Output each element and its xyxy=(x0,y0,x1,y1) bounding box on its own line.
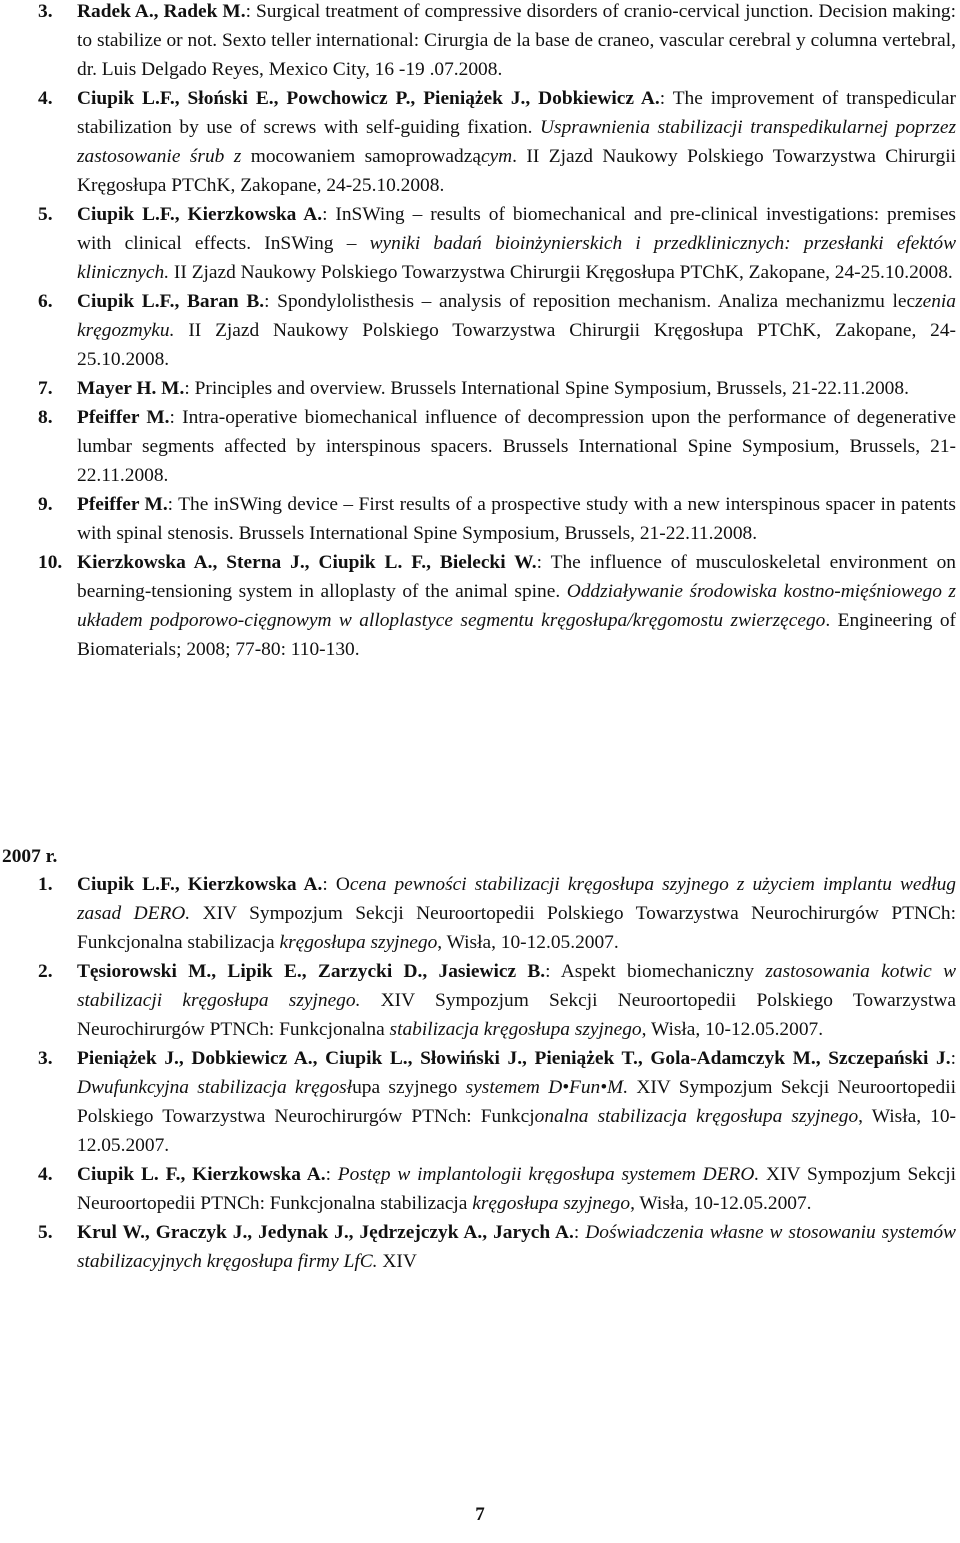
reference-separator: : xyxy=(245,1,256,22)
reference-number: 6. xyxy=(38,291,53,312)
reference-separator: : xyxy=(169,407,183,428)
reference-authors: Pieniążek J., Dobkiewicz A., Ciupik L., Słowiński J., Pieniążek T., Gola-Adamczyk M., Szczepański J. xyxy=(77,1048,951,1069)
reference-separator: : xyxy=(322,204,336,225)
reference-title-italic: kręgosłupa szyjnego xyxy=(279,932,438,953)
reference-number: 4. xyxy=(38,1164,53,1185)
reference-text: XIV Sympozjum Sekcji Neuroortopedii PTNCh: Funkcjonalna stabilizacja xyxy=(77,1164,956,1214)
reference-text: II Zjazd Naukowy Polskiego Towarzystwa Chirurgii Kręgosłupa PTChK, Zakopane, 24-25.10.2008. xyxy=(169,262,953,283)
reference-authors: Mayer H. M. xyxy=(77,378,185,399)
reference-authors: Pfeiffer M. xyxy=(77,494,168,515)
reference-entry xyxy=(0,548,956,664)
reference-number: 4. xyxy=(38,88,53,109)
reference-separator: : xyxy=(322,874,336,895)
references-2007-list xyxy=(0,870,956,1276)
reference-entry xyxy=(0,490,956,548)
reference-title-italic: Dwufunkcyjna stabilizacja kręgosł xyxy=(77,1077,353,1098)
reference-title-italic: Postęp w implantologii kręgosłupa systemem DERO. xyxy=(337,1164,760,1185)
reference-title-italic: Usprawnienia stabilizacji transpedikularnej poprzez zastosowanie śrub z xyxy=(77,117,956,167)
reference-text: The influence of musculoskeletal environment on bearning-tensioning system in alloplasty of the animal spine. xyxy=(77,552,956,602)
reference-entry xyxy=(0,957,956,1044)
reference-authors: Radek A., Radek M. xyxy=(77,1,246,22)
reference-title-italic: onalna stabilizacja kręgosłupa szyjnego xyxy=(534,1106,859,1127)
reference-title-italic: zastosowania kotwic w stabilizacji kręgosłupa szyjnego. xyxy=(77,961,956,1011)
reference-text: Aspekt biomechaniczny xyxy=(560,961,766,982)
reference-number: 5. xyxy=(38,1222,53,1243)
reference-text: The inSWing device – First results of a prospective study with a new interspinous spacer in patents with spinal stenosis. Brussels International Spine Symposium, Brussels, 21-22.11.2008. xyxy=(77,494,956,544)
reference-authors: Ciupik L.F., Kierzkowska A. xyxy=(77,874,323,895)
reference-text: , Wisła, 10-12.05.2007. xyxy=(641,1019,824,1040)
reference-text: XIV Sympozjum Sekcji Neuroortopedii Polskiego Towarzystwa Neurochirurgów PTNch: Funkcj xyxy=(77,1077,956,1127)
reference-authors: Pfeiffer M. xyxy=(77,407,170,428)
reference-separator: : xyxy=(545,961,561,982)
reference-separator: : xyxy=(184,378,195,399)
reference-entry xyxy=(0,1160,956,1218)
reference-number: 8. xyxy=(38,407,53,428)
reference-text: . Engineering of Biomaterials; 2008; 77-80: 110-130. xyxy=(77,610,956,660)
reference-text: Spondylolisthesis – analysis of reposition mechanism. Analiza mechanizmu lec xyxy=(277,291,916,312)
year-heading: 2007 r. xyxy=(2,846,58,867)
reference-text: . II Zjazd Naukowy Polskiego Towarzystwa Chirurgii Kręgosłupa PTChK, Zakopane, 24-25.10.2008. xyxy=(77,146,956,196)
reference-text: XIV Sympozjum Sekcji Neuroortopedii Polskiego Towarzystwa Neurochirurgów PTNCh: Funkcjonalna xyxy=(77,990,956,1040)
reference-title-italic: Doświadczenia własne w stosowaniu systemów stabilizacyjnych kręgosłupa firmy LfC. xyxy=(77,1222,956,1272)
reference-separator: : xyxy=(950,1048,956,1069)
reference-text: XIV Sympozjum Sekcji Neuroortopedii Polskiego Towarzystwa Neurochirurgów PTNCh: Funkcjonalna stabilizacja xyxy=(77,903,956,953)
reference-number: 3. xyxy=(38,1,53,22)
reference-separator: : xyxy=(659,88,673,109)
reference-separator: : xyxy=(573,1222,586,1243)
reference-text: , Wisła, 10-12.05.2007. xyxy=(77,1106,956,1156)
reference-authors: Ciupik L.F., Słoński E., Powchowicz P., Pieniążek J., Dobkiewicz A. xyxy=(77,88,660,109)
reference-text: InSWing – results of biomechanical and pre-clinical investigations: premises with clinical effects. InSWing – xyxy=(77,204,956,254)
reference-entry xyxy=(0,374,956,403)
reference-separator: : xyxy=(536,552,551,573)
reference-authors: Kierzkowska A., Sterna J., Ciupik L. F., Bielecki W. xyxy=(77,552,537,573)
reference-number: 9. xyxy=(38,494,53,515)
reference-text: , Wisła, 10-12.05.2007. xyxy=(630,1193,812,1214)
references-2008-list xyxy=(0,0,956,664)
reference-entry xyxy=(0,0,956,84)
reference-entry xyxy=(0,84,956,200)
reference-authors: Ciupik L.F., Kierzkowska A. xyxy=(77,204,323,225)
reference-number: 2. xyxy=(38,961,53,982)
reference-entry xyxy=(0,200,956,287)
reference-title-italic: kręgosłupa szyjnego xyxy=(472,1193,631,1214)
reference-text: Intra-operative biomechanical influence of decompression upon the performance of degenerative lumbar segments affected by interspinous spacers. Brussels International Spine Symposium, Brussels, 21-22.11.2008. xyxy=(77,407,956,486)
reference-text: Principles and overview. Brussels International Spine Symposium, Brussels, 21-22.11.2008. xyxy=(194,378,909,399)
reference-authors: Tęsiorowski M., Lipik E., Zarzycki D., Jasiewicz B. xyxy=(77,961,546,982)
reference-title-italic: cena pewności stabilizacji kręgosłupa szyjnego z użyciem implantu według zasad DERO. xyxy=(77,874,956,924)
reference-number: 1. xyxy=(38,874,53,895)
reference-title-italic: Oddziaływanie środowiska kostno-mięśniowego z układem podporowo-cięgnowym w alloplastyce segmentu kręgosłupa/kręgomostu zwierzęcego xyxy=(77,581,956,631)
reference-title-italic: stabilizacja kręgosłupa szyjnego xyxy=(389,1019,642,1040)
reference-title-italic: systemem D•Fun•M. xyxy=(465,1077,629,1098)
reference-text: upa szyjnego xyxy=(352,1077,466,1098)
reference-text: O xyxy=(335,874,350,895)
reference-text: II Zjazd Naukowy Polskiego Towarzystwa Chirurgii Kręgosłupa PTChK, Zakopane, 24-25.10.2008. xyxy=(77,320,956,370)
reference-authors: Krul W., Graczyk J., Jedynak J., Jędrzejczyk A., Jarych A. xyxy=(77,1222,574,1243)
reference-title-italic: cym xyxy=(480,146,513,167)
reference-entry xyxy=(0,1218,956,1276)
reference-entry xyxy=(0,403,956,490)
reference-number: 3. xyxy=(38,1048,53,1069)
reference-text: The improvement of transpedicular stabilization by use of screws with self-guiding fixation. xyxy=(77,88,956,138)
reference-number: 10. xyxy=(38,552,63,573)
reference-entry xyxy=(0,870,956,957)
reference-authors: Ciupik L. F., Kierzkowska A. xyxy=(77,1164,326,1185)
reference-text: , Wisła, 10-12.05.2007. xyxy=(437,932,619,953)
reference-number: 5. xyxy=(38,204,53,225)
reference-entry xyxy=(0,1044,956,1160)
reference-separator: : xyxy=(325,1164,338,1185)
reference-text: Surgical treatment of compressive disorders of cranio-cervical junction. Decision making: to stabilize or not. Sexto teller international: Cirurgia de la base de craneo, vascular cerebral y columna vertebral, dr. Luis Delgado Reyes, Mexico City, 16 -19 .07.2008. xyxy=(77,1,956,80)
reference-title-italic: zenia kręgozmyku. xyxy=(77,291,956,341)
reference-text: XIV xyxy=(377,1251,417,1272)
reference-text: mocowaniem samoprowadzą xyxy=(250,146,481,167)
reference-authors: Ciupik L.F., Baran B. xyxy=(77,291,265,312)
reference-title-italic: wyniki badań bioinżynierskich i przedklinicznych: przesłanki efektów klinicznych. xyxy=(77,233,956,283)
reference-separator: : xyxy=(264,291,278,312)
reference-separator: : xyxy=(167,494,179,515)
reference-number: 7. xyxy=(38,378,53,399)
reference-entry xyxy=(0,287,956,374)
page-number: 7 xyxy=(475,1504,485,1525)
